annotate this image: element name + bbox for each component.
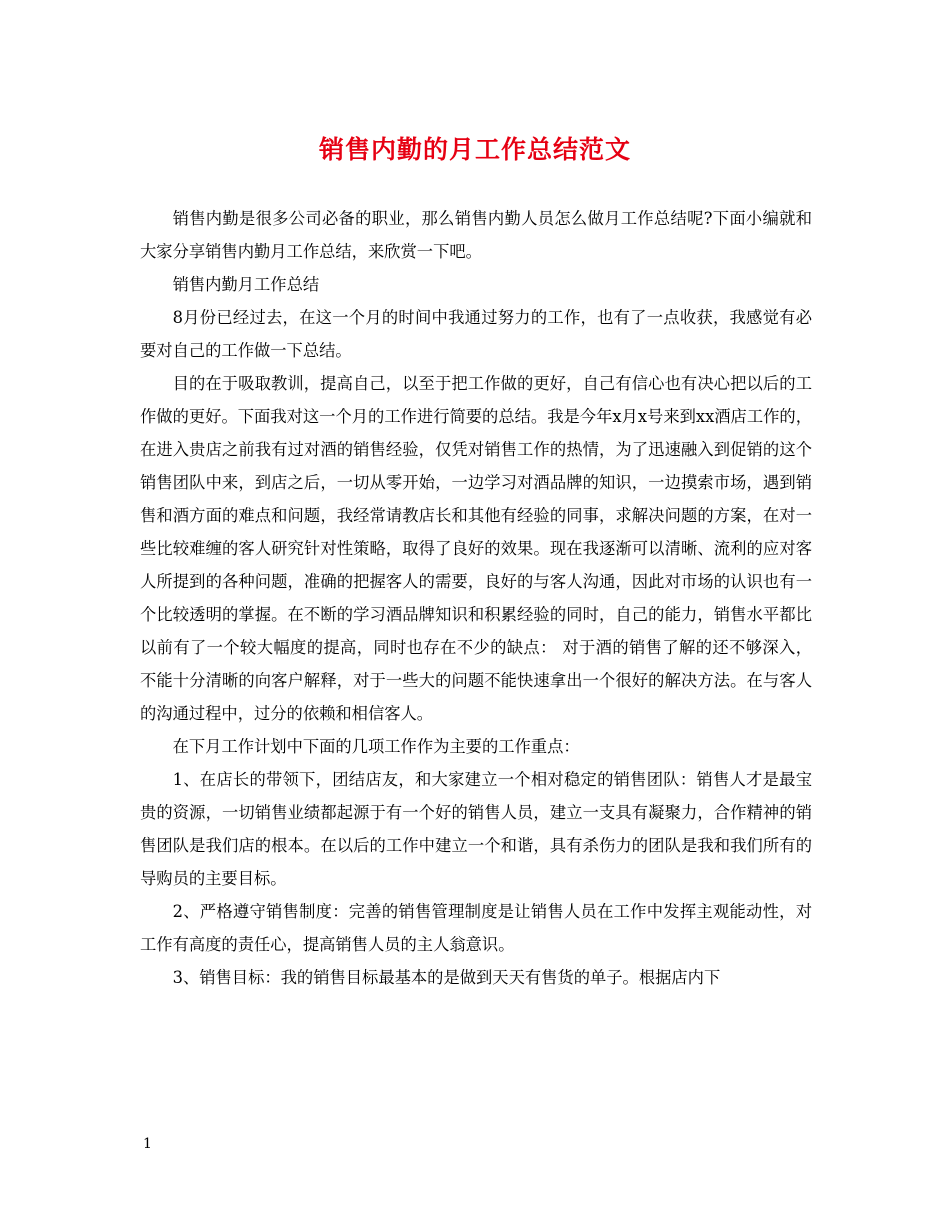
paragraph: 3、销售目标：我的销售目标最基本的是做到天天有售货的单子。根据店内下	[172, 968, 721, 987]
paragraph: 在下月工作计划中下面的几项工作作为主要的工作重点：	[172, 737, 580, 756]
document-title: 销售内勤的月工作总结范文	[318, 135, 631, 164]
page-number: 1	[143, 1136, 152, 1152]
section-heading: 销售内勤月工作总结	[172, 275, 320, 294]
paragraph: 目的在于吸取教训，提高自己，以至于把工作做的更好，自己有信心也有决心把以后的工作做的更好。下面我对这一个月的工作进行简要的总结。我是今年x月x号来到xx酒店工作的，在进入贵店之前我有过对酒的销售经验，仅凭对销售工作的热情，为了迅速融入到促销的这个销售团队中来，到店之后，一切从零开始，一边学习对酒品牌的知识，一边摸索市场，遇到销售和酒方面的难点和问题，我经常请教店长和其他有经验的同事，求解决问题的方案，在对一些比较难缠的客人研究针对性策略，取得了良好的效果。现在我逐渐可以清晰、流利的应对客人所提到的各种问题，准确的把握客人的需要，良好的与客人沟通，因此对市场的认识也有一个比较透明的掌握。在不断的学习酒品牌知识和积累经验的同时，自己的能力，销售水平都比以前有了一个较大幅度的提高，同时也存在不少的缺点： 对于酒的销售了解的还不够深入，不能十分清晰的向客户解释，对于一些大的问题不能快速拿出一个很好的解决方法。在与客人的沟通过程中，过分的依赖和相信客人。	[140, 374, 812, 723]
paragraph: 销售内勤是很多公司必备的职业，那么销售内勤人员怎么做月工作总结呢?下面小编就和大家分享销售内勤月工作总结，来欣赏一下吧。	[140, 209, 812, 261]
paragraph: 8月份已经过去，在这一个月的时间中我通过努力的工作，也有了一点收获，我感觉有必要对自己的工作做一下总结。	[140, 308, 812, 360]
paragraph: 2、严格遵守销售制度：完善的销售管理制度是让销售人员在工作中发挥主观能动性，对工作有高度的责任心，提高销售人员的主人翁意识。	[140, 902, 812, 954]
document-body	[140, 202, 812, 994]
paragraph: 1、在店长的带领下，团结店友，和大家建立一个相对稳定的销售团队：销售人才是最宝贵的资源，一切销售业绩都起源于有一个好的销售人员，建立一支具有凝聚力，合作精神的销售团队是我们店的根本。在以后的工作中建立一个和谐，具有杀伤力的团队是我和我们所有的导购员的主要目标。	[140, 770, 812, 888]
